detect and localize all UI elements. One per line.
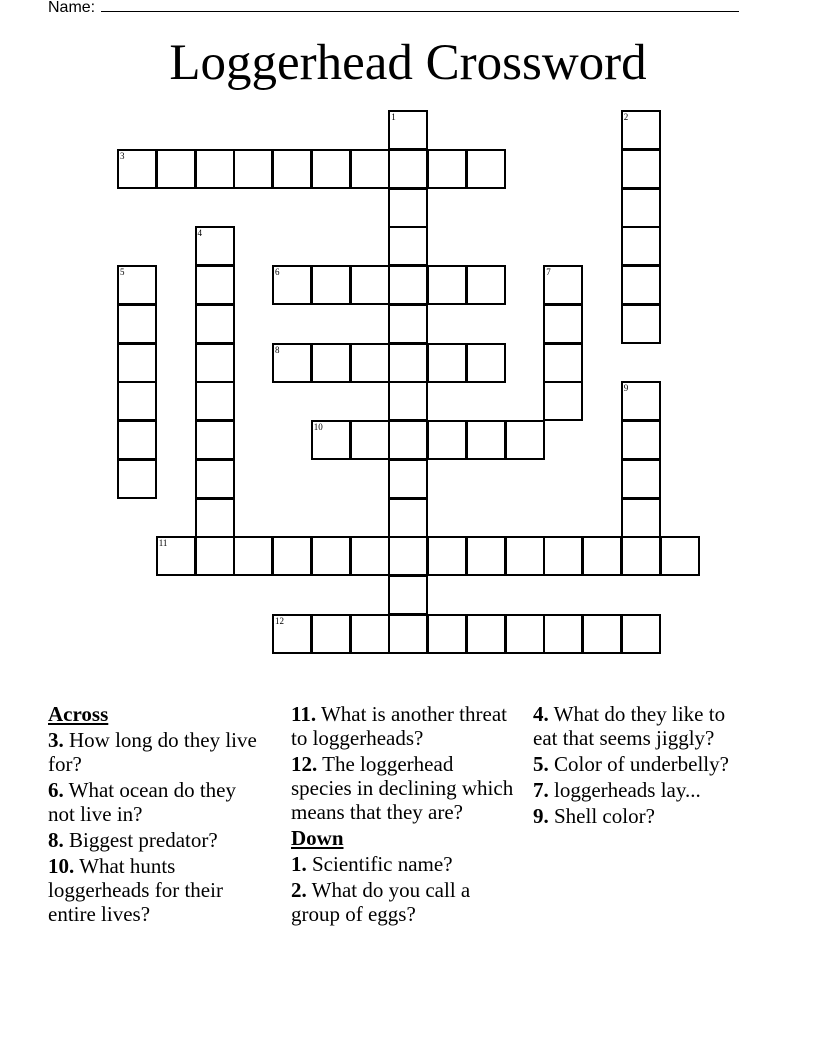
grid-cell[interactable] xyxy=(195,420,235,460)
grid-cell[interactable] xyxy=(621,498,661,538)
grid-cell[interactable] xyxy=(311,265,351,305)
grid-clue-number: 1 xyxy=(391,112,396,122)
grid-clue-number: 8 xyxy=(275,344,280,355)
grid-cell[interactable] xyxy=(543,381,583,421)
grid-cell[interactable] xyxy=(621,149,661,189)
grid-cell[interactable] xyxy=(117,304,157,344)
clue-down-9: 9. Shell color? xyxy=(533,804,655,828)
grid-cell[interactable] xyxy=(388,265,428,305)
clue-across-8: 8. Biggest predator? xyxy=(48,828,218,852)
grid-clue-number: 4 xyxy=(197,228,202,239)
clue-across-3: 3. How long do they live for? xyxy=(48,728,257,776)
name-blank-line xyxy=(101,0,739,12)
grid-cell[interactable] xyxy=(427,265,467,305)
grid-cell[interactable] xyxy=(582,614,622,654)
grid-cell[interactable] xyxy=(621,304,661,344)
grid-cell[interactable] xyxy=(388,614,428,654)
grid-cell[interactable] xyxy=(195,498,235,538)
grid-cell[interactable] xyxy=(505,614,545,654)
grid-cell[interactable] xyxy=(388,188,428,228)
grid-clue-number: 6 xyxy=(275,267,280,277)
grid-cell[interactable] xyxy=(621,226,661,266)
page-title: Loggerhead Crossword xyxy=(169,35,647,91)
grid-cell[interactable] xyxy=(466,265,506,305)
grid-cell[interactable] xyxy=(350,614,390,654)
clue-across-11: 11. What is another threat to loggerheads? xyxy=(291,702,507,750)
grid-cell[interactable] xyxy=(388,420,428,460)
grid-cell[interactable] xyxy=(543,614,583,654)
across-heading: Across xyxy=(48,702,109,726)
clues-column-3 xyxy=(533,702,748,830)
grid-cell[interactable] xyxy=(311,536,351,576)
clue-across-10: 10. What hunts loggerheads for their entire lives? xyxy=(48,854,223,926)
grid-clue-number: 3 xyxy=(120,150,125,161)
grid-cell[interactable] xyxy=(350,420,390,460)
grid-cell[interactable] xyxy=(660,536,700,576)
grid-cell[interactable] xyxy=(350,536,390,576)
grid-clue-number: 12 xyxy=(275,615,284,626)
grid-cell[interactable] xyxy=(621,536,661,576)
grid-cell[interactable] xyxy=(195,536,235,576)
grid-cell[interactable] xyxy=(272,536,312,576)
grid-cell[interactable] xyxy=(621,420,661,460)
grid-cell[interactable] xyxy=(350,265,390,305)
clue-down-7: 7. loggerheads lay... xyxy=(533,778,701,802)
grid-cell[interactable] xyxy=(427,420,467,460)
grid-cell[interactable] xyxy=(311,149,351,189)
grid-cell[interactable] xyxy=(621,188,661,228)
grid-cell[interactable] xyxy=(543,343,583,383)
grid-cell[interactable] xyxy=(427,614,467,654)
grid-cell[interactable] xyxy=(466,420,506,460)
grid-cell[interactable] xyxy=(195,343,235,383)
grid-cell[interactable] xyxy=(505,420,545,460)
clue-down-2: 2. What do you call a group of eggs? xyxy=(291,878,471,926)
grid-cell[interactable] xyxy=(543,536,583,576)
grid-cell[interactable] xyxy=(427,536,467,576)
grid-cell[interactable] xyxy=(233,536,273,576)
clues-column-2 xyxy=(291,702,516,928)
name-field xyxy=(48,0,739,17)
grid-cell[interactable] xyxy=(388,304,428,344)
grid-cell[interactable] xyxy=(388,343,428,383)
grid-cell[interactable] xyxy=(427,149,467,189)
grid-cell[interactable] xyxy=(466,614,506,654)
grid-cell[interactable] xyxy=(543,304,583,344)
grid-cell[interactable] xyxy=(582,536,622,576)
grid-cell[interactable] xyxy=(621,614,661,654)
grid-cell[interactable] xyxy=(195,304,235,344)
grid-cell[interactable] xyxy=(388,381,428,421)
grid-cell[interactable] xyxy=(466,149,506,189)
grid-clue-number: 10 xyxy=(313,422,323,432)
grid-cell[interactable] xyxy=(117,343,157,383)
grid-cell[interactable] xyxy=(311,614,351,654)
clues-column-1 xyxy=(48,702,263,928)
grid-cell[interactable] xyxy=(117,381,157,421)
clue-down-4: 4. What do they like to eat that seems jiggly? xyxy=(533,702,726,750)
grid-cell[interactable] xyxy=(388,459,428,499)
grid-cell[interactable] xyxy=(388,498,428,538)
grid-cell[interactable] xyxy=(505,536,545,576)
grid-cell[interactable] xyxy=(117,459,157,499)
grid-cell[interactable] xyxy=(233,149,273,189)
clue-down-1: 1. Scientific name? xyxy=(291,852,453,876)
grid-cell[interactable] xyxy=(195,149,235,189)
grid-cell[interactable] xyxy=(388,226,428,266)
grid-cell[interactable] xyxy=(466,536,506,576)
grid-cell[interactable] xyxy=(427,343,467,383)
grid-cell[interactable] xyxy=(621,459,661,499)
grid-cell[interactable] xyxy=(117,420,157,460)
name-label: Name: xyxy=(48,0,96,16)
grid-clue-number: 5 xyxy=(120,267,125,277)
grid-cell[interactable] xyxy=(388,536,428,576)
grid-clue-number: 11 xyxy=(158,538,168,549)
grid-clue-number: 7 xyxy=(546,267,551,277)
grid-cell[interactable] xyxy=(350,343,390,383)
grid-cell[interactable] xyxy=(621,265,661,305)
grid-cell[interactable] xyxy=(388,575,428,615)
down-heading: Down xyxy=(291,826,344,850)
grid-clue-number: 2 xyxy=(623,112,629,122)
grid-cell[interactable] xyxy=(195,459,235,499)
grid-cell[interactable] xyxy=(272,149,312,189)
grid-cell[interactable] xyxy=(350,149,390,189)
clue-across-6: 6. What ocean do they not live in? xyxy=(48,778,236,826)
grid-cell[interactable] xyxy=(466,343,506,383)
grid-cell[interactable] xyxy=(311,343,351,383)
grid-cell[interactable] xyxy=(195,265,235,305)
clue-across-12: 12. The loggerhead species in declining which means that they are? xyxy=(291,752,514,824)
grid-cell[interactable] xyxy=(388,149,428,189)
grid-clue-number: 9 xyxy=(623,383,629,394)
grid-cell[interactable] xyxy=(195,381,235,421)
clue-down-5: 5. Color of underbelly? xyxy=(533,752,729,776)
grid-cell[interactable] xyxy=(156,149,196,189)
